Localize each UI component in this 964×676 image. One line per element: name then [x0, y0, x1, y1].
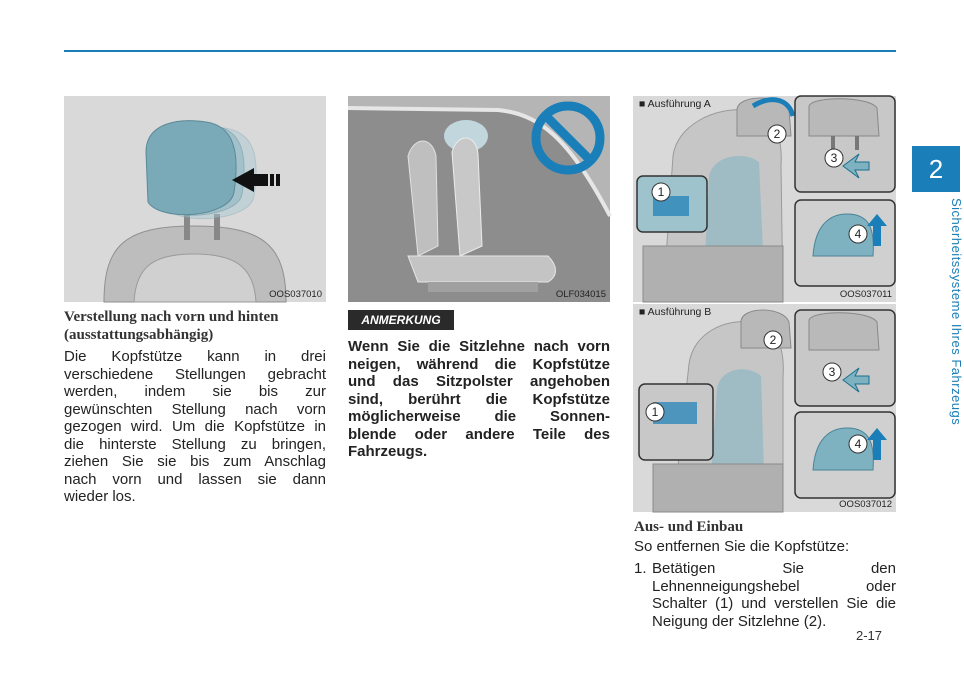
- step-text: [652, 560, 896, 630]
- text-line: und das Sitzpolster angehoben: [348, 373, 610, 390]
- callout-4: 4: [854, 437, 862, 451]
- figure-version-b: [633, 304, 896, 512]
- note-paragraph: [348, 338, 610, 461]
- text-line: ziehen Sie sie bis zum Anschlag: [64, 453, 326, 470]
- text-line: blende oder andere Teile des: [348, 425, 610, 443]
- figure-version-a: [633, 96, 896, 302]
- headrest-illustration: [64, 96, 326, 302]
- callout-3: 3: [828, 365, 836, 379]
- figure-headrest-front-back: [64, 96, 326, 302]
- version-a-illustration: [633, 96, 896, 302]
- text-line: werden, indem sie bis zur: [64, 383, 326, 400]
- figure-code: OLF034015: [555, 289, 606, 300]
- text-line: möglicherweise die Sonnen-: [348, 408, 610, 425]
- chapter-tab: 2: [912, 146, 960, 192]
- note-badge: ANMERKUNG: [348, 310, 454, 330]
- page-number: 2-17: [856, 628, 883, 643]
- step-number: 1.: [634, 560, 647, 577]
- callout-1: 1: [651, 405, 659, 419]
- top-rule: [64, 50, 896, 52]
- callout-4: 4: [854, 227, 862, 241]
- section-heading-adjust: [64, 308, 326, 344]
- text-line: Schalter (1) und verstellen Sie die: [652, 595, 896, 612]
- figure-code: OOS037012: [839, 499, 892, 510]
- callout-2: 2: [769, 333, 777, 347]
- figure-code: OOS037011: [839, 289, 892, 300]
- version-b-illustration: [633, 304, 896, 512]
- callout-2: 2: [773, 127, 781, 141]
- section-heading-removal: Aus- und Einbau: [634, 519, 744, 535]
- variant-label-b: ■ Ausführung B: [639, 306, 712, 318]
- figure-seat-fold-warning: [348, 96, 610, 302]
- seat-sunvisor-illustration: [348, 96, 610, 302]
- text-line: sind, berührt die Kopfstütze: [348, 390, 610, 408]
- text-line: verschiedene Stellungen gebracht: [64, 365, 326, 383]
- text-line: die hinterste Stellung zu bringen,: [64, 435, 326, 453]
- text-line: nach vorn und lassen sie dann: [64, 470, 326, 488]
- text-line: neigen, während die Kopfstütze: [348, 355, 610, 373]
- text-line: Fahrzeugs.: [348, 443, 428, 460]
- callout-3: 3: [830, 151, 838, 165]
- text-line: gezogen wird. Um die Kopfstütze in: [64, 418, 326, 435]
- heading-line: (ausstattungsabhängig): [64, 327, 214, 343]
- variant-label-a: ■ Ausführung A: [639, 98, 711, 110]
- heading-line: Verstellung nach vorn und hinten: [64, 309, 279, 325]
- text-line: Betätigen Sie den: [652, 560, 896, 577]
- text-line: Die Kopfstütze kann in drei: [64, 348, 326, 365]
- callout-1: 1: [657, 185, 665, 199]
- figure-code: OOS037010: [269, 289, 322, 300]
- adjust-paragraph: [64, 348, 326, 506]
- removal-step-1: [634, 560, 896, 632]
- chapter-title: Sicherheitssysteme Ihres Fahrzeugs: [949, 198, 964, 426]
- text-line: gewünschten Stellung nach vorn: [64, 400, 326, 418]
- text-line: Lehnenneigungshebel oder: [652, 577, 896, 595]
- removal-intro: So entfernen Sie die Kopfstütze:: [634, 538, 850, 555]
- text-line: Neigung der Sitzlehne (2).: [652, 612, 827, 630]
- text-line: Wenn Sie die Sitzlehne nach vorn: [348, 338, 610, 355]
- text-line: wieder los.: [64, 488, 136, 505]
